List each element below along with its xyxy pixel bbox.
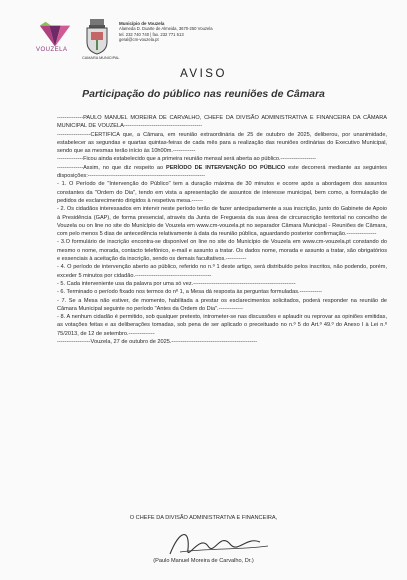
notice-text: --------------Ficou ainda estabelecido que a primeira reunião mensal será aberta ao público.-------------------: [57, 156, 316, 163]
municipality-phones: tel. 232 740 740 | fax. 232 771 513: [119, 31, 184, 37]
crest-caption: CAMARA MUNICIPAL: [82, 56, 120, 60]
notice-paragraph: [57, 263, 387, 280]
brand-logo-text: VOUZELA: [36, 47, 68, 53]
notice-subtitle: Participação do público nas reuniões de Câmara: [82, 88, 325, 100]
notice-paragraph: [57, 288, 387, 296]
notice-text: este decorrerá mediante as seguintes disposições:---------------------------------------------------------------: [57, 164, 388, 180]
notice-text: ------------------CERTIFICA que, a Câmara, em reunião extraordinária de 25 de outubro de 2025, deliberou, por unanimidade, estabelecer as segundas e quartas quintas-feiras de cada mês para a realização das reuniões ordinárias do Executivo Municipal, sendo que as mesmas terão início às 10h00m.------------: [57, 131, 387, 155]
notice-paragraph: [57, 131, 387, 156]
municipality-email: geral@cm-vouzela.pt: [119, 37, 159, 43]
letterhead: [36, 18, 396, 63]
notice-paragraph: [57, 205, 387, 238]
notice-text: --------------PAULO MANUEL MOREIRA DE CARVALHO, CHEFE DA DIVISÃO ADMINISTRATIVA E FINANCEIRA DA CÂMARA MUNICIPAL DE VOUZELA------------------------------------------: [57, 115, 387, 130]
signature-role: O CHEFE DA DIVISÃO ADMINISTRATIVA E FINANCEIRA,: [129, 515, 278, 521]
notice-text: - 4. O período de intervenção aberto ao público, referido no n.º 1 deste artigo, será distribuído pelos inscritos, não podendo, porém, exceder 5 minutos por cidadão.-----------------------------------------: [57, 264, 387, 279]
notice-paragraph: [57, 180, 387, 205]
municipality-contact-block: [119, 21, 213, 43]
notice-text: - 3.O formulário de inscrição encontra-se disponível on line no site do Município de Vouzela em www.cm-vouzela.pt constando do mesmo o nome, morada, contacto telefónico, e-mail e assunto a tratar. Os dados nome, morada e assunto a tratar, são obrigatórios e essenciais à aceitação da inscrição, sendo os demais facultativos.-----------: [57, 239, 387, 263]
notice-text: - 1. O Período de "Intervenção do Público" tem a duração máxima de 30 minutos e ocorre após a abordagem dos assuntos constantes da "Ordem do Dia", tendo em vista a apresentação de assuntos de interesse municipal, bem como, a formulação de pedidos de esclarecimento dirigidos à respetiva mesa.------: [57, 181, 387, 204]
notice-title: AVISO: [180, 68, 227, 80]
notice-paragraph: [57, 313, 387, 338]
notice-paragraph: [57, 297, 387, 314]
signature-name: (Paulo Manuel Moreira de Carvalho, Dr.): [153, 558, 254, 564]
notice-paragraph: [57, 338, 387, 346]
notice-text: - 2. Os cidadãos interessados em intervir neste período terão de fazer antecipadamente a sua inscrição, junto do Gabinete de Apoio à Presidência (GAP), de forma presencial, através da Junta de Freguesia da sua área de circunscrição territorial no concelho de Vouzela ou on line no site do Município de Vouzela em www.cm-vouzela.pt no separador Câmara Municipal - Reuniões de Câmara, com pelo menos 5 dias de antecedência relativamente à data da reunião pública, aguardando posterior confirmação.----------------: [57, 206, 387, 238]
notice-text: - 6. Terminado o período fixado nos termos do nº 1, a Mesa dá resposta às perguntas formuladas.------------: [57, 289, 322, 296]
notice-paragraph: [57, 114, 387, 131]
municipality-address: Alameda D. Duarte de Almeida, 3670-250 Vouzela: [119, 26, 213, 32]
notice-paragraph: [57, 164, 387, 181]
notice-text: - 8. A nenhum cidadão é permitido, sob qualquer pretexto, intrometer-se nas discussões e aplaudir ou reprovar as opiniões emitidas, as votações feitas e as deliberações tomadas, sob pena de ser aplicado o preceituado no n.º 5 do Art.º 49.º do Anexo I à Lei n.º 75/2013, de 12 de setembro.--------------: [57, 314, 387, 337]
notice-text: --------------Assim, no que diz respeito ao: [57, 164, 166, 171]
notice-paragraph: [57, 238, 387, 263]
notice-paragraph: [57, 155, 387, 163]
municipality-name: Município de Vouzela: [119, 21, 165, 26]
notice-text: - 7. Se a Mesa não estiver, de momento, habilitada a prestar os esclarecimentos solicitados, poderá responder na reunião de Câmara Municipal seguinte no período "Antes da Ordem do Dia".-------------: [57, 297, 387, 312]
notice-text: ------------------Vouzela, 27 de outubro de 2025.----------------------------------------------: [57, 339, 258, 346]
notice-text: - 5. Cada interveniente usa da palavra por uma só vez.-------------------------------------------------------: [57, 280, 296, 287]
notice-body: [57, 114, 387, 346]
notice-paragraph: [57, 280, 387, 288]
municipal-crest-icon: [82, 18, 112, 56]
notice-emphasis: PERÍODO DE INTERVENÇÃO DO PÚBLICO: [165, 164, 286, 171]
